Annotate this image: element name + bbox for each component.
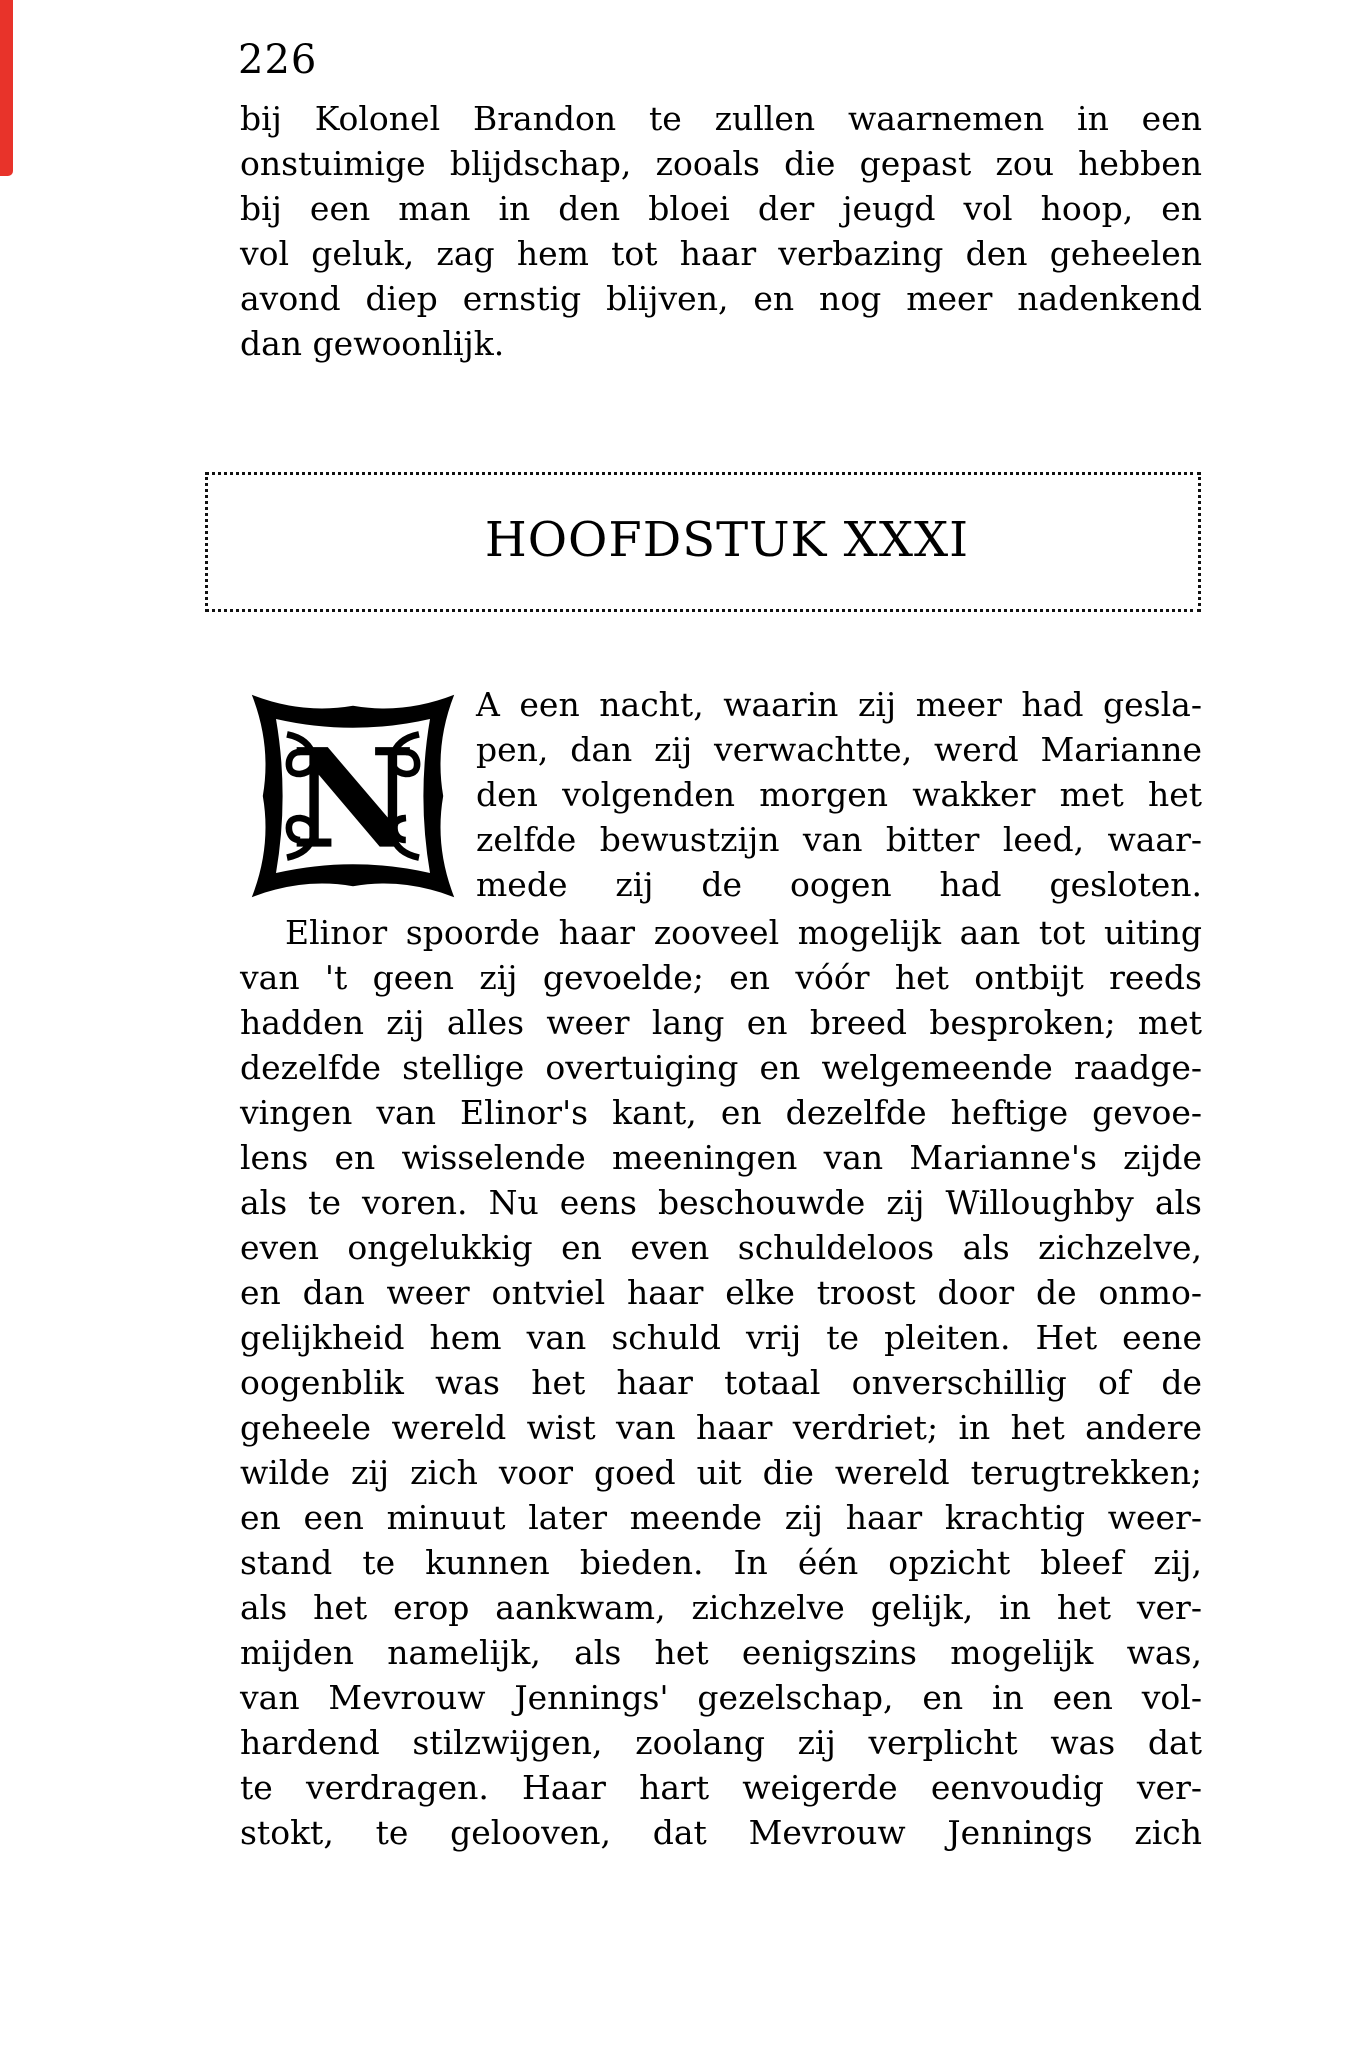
drop-cap-initial-ornament <box>242 686 464 906</box>
text-line: lens en wisselende meeningen van Marianne's zijde <box>240 1138 1202 1177</box>
chapter-title: HOOFDSTUK XXXI <box>484 512 970 568</box>
text-line: dezelfde stellige overtuiging en welgemeende raadge- <box>240 1048 1202 1087</box>
text-line: wilde zij zich voor goed uit die wereld terugtrekken; <box>240 1453 1202 1492</box>
red-edge-mark <box>0 0 13 176</box>
text-line: als het erop aankwam, zichzelve gelijk, in het ver- <box>240 1588 1202 1627</box>
ornamental-frame-icon <box>242 686 464 906</box>
text-line: van 't geen zij gevoelde; en vóór het ontbijt reeds <box>240 958 1202 997</box>
text-line: en een minuut later meende zij haar krachtig weer- <box>240 1498 1202 1537</box>
chapter-heading-box <box>205 472 1201 612</box>
text-line: geheele wereld wist van haar verdriet; in het andere <box>240 1408 1202 1447</box>
text-line: mijden namelijk, als het eenigszins mogelijk was, <box>240 1633 1202 1672</box>
text-line: mede zij de oogen had gesloten. <box>476 865 1202 904</box>
paragraph-opening <box>240 682 1202 907</box>
paragraph-intro <box>240 96 1202 366</box>
text-line: avond diep ernstig blijven, en nog meer nadenkend <box>240 279 1202 318</box>
text-line: bij Kolonel Brandon te zullen waarnemen in een <box>240 99 1202 138</box>
text-line: A een nacht, waarin zij meer had gesla- <box>476 685 1202 724</box>
text-line: te verdragen. Haar hart weigerde eenvoudig ver- <box>240 1768 1202 1807</box>
text-line: oogenblik was het haar totaal onverschillig of de <box>240 1363 1202 1402</box>
text-line: stokt, te gelooven, dat Mevrouw Jennings zich <box>240 1813 1202 1852</box>
text-line: vingen van Elinor's kant, en dezelfde heftige gevoe- <box>240 1093 1202 1132</box>
text-line: even ongelukkig en even schuldeloos als zichzelve, <box>240 1228 1202 1267</box>
paragraph-body <box>240 910 1202 1855</box>
text-line: hadden zij alles weer lang en breed besproken; met <box>240 1003 1202 1042</box>
page-number: 226 <box>238 37 318 83</box>
text-line: als te voren. Nu eens beschouwde zij Willoughby als <box>240 1183 1202 1222</box>
text-line: van Mevrouw Jennings' gezelschap, en in een vol- <box>240 1678 1202 1717</box>
text-line: hardend stilzwijgen, zoolang zij verplicht was dat <box>240 1723 1202 1762</box>
text-line: en dan weer ontviel haar elke troost door de onmo- <box>240 1273 1202 1312</box>
text-line: onstuimige blijdschap, zooals die gepast zou hebben <box>240 144 1202 183</box>
text-line: zelfde bewustzijn van bitter leed, waar- <box>476 820 1202 859</box>
text-line: pen, dan zij verwachtte, werd Marianne <box>476 730 1202 769</box>
text-line: vol geluk, zag hem tot haar verbazing den geheelen <box>240 234 1202 273</box>
text-line: gelijkheid hem van schuld vrij te pleiten. Het eene <box>240 1318 1202 1357</box>
text-line: den volgenden morgen wakker met het <box>476 775 1202 814</box>
text-line: dan gewoonlijk. <box>240 324 505 363</box>
drop-cap-letter: N <box>290 719 416 880</box>
text-line: stand te kunnen bieden. In één opzicht bleef zij, <box>240 1543 1202 1582</box>
text-line: Elinor spoorde haar zooveel mogelijk aan tot uiting <box>285 913 1202 952</box>
text-line: bij een man in den bloei der jeugd vol hoop, en <box>240 189 1202 228</box>
